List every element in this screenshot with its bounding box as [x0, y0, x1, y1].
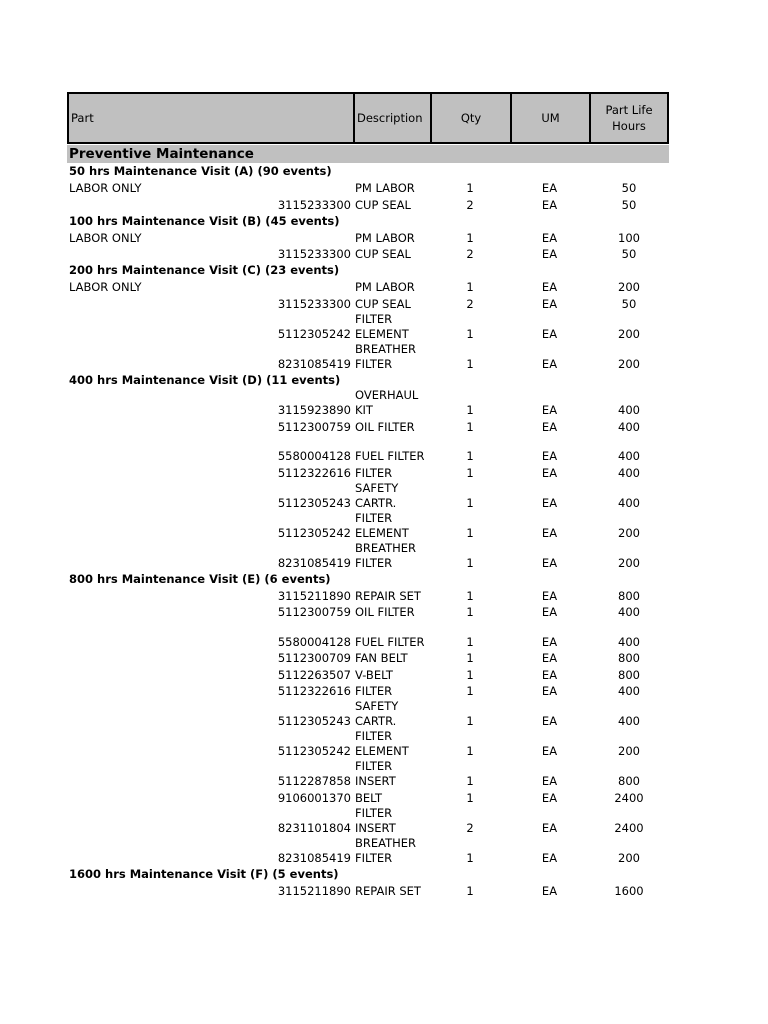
part-number: 5112300709: [277, 651, 351, 665]
part-description: [353, 699, 430, 729]
part-number: LABOR ONLY: [69, 230, 142, 245]
quantity: 1: [466, 744, 474, 758]
part-life-hours: 50: [621, 181, 637, 195]
part-description: [353, 181, 430, 196]
unit-of-measure: EA: [541, 525, 558, 540]
quantity: 1: [466, 850, 474, 865]
table-row: [67, 836, 669, 866]
table-row: [67, 418, 669, 435]
description-line: ELEMENT: [355, 326, 409, 341]
part-description: [353, 280, 430, 295]
table-row: [67, 620, 669, 650]
part-life-hours: 200: [618, 744, 640, 758]
table-row: [67, 587, 669, 604]
description-line: REPAIR SET: [355, 588, 421, 603]
header-part: Part: [69, 94, 355, 142]
unit-of-measure: EA: [541, 465, 558, 480]
header-description: Description: [355, 94, 432, 142]
part-number: 3115923890: [277, 403, 351, 417]
part-life-hours: 200: [618, 280, 640, 294]
visit-title: 100 hrs Maintenance Visit (B) (45 events): [69, 213, 340, 228]
table-row: [67, 246, 669, 263]
table-row: [67, 666, 669, 683]
description-line: FILTER: [355, 850, 393, 865]
header-um: UM: [512, 94, 591, 142]
part-number: 5580004128: [277, 449, 351, 463]
part-life-hours: 400: [618, 495, 640, 510]
part-life-hours: 400: [618, 605, 640, 619]
description-line: CARTR.: [355, 714, 397, 728]
part-number: 5112305242: [277, 525, 351, 540]
part-number: 9106001370: [277, 790, 351, 805]
quantity: 1: [466, 774, 474, 788]
unit-of-measure: EA: [541, 356, 558, 371]
quantity: 1: [466, 684, 474, 698]
table-header: [67, 92, 669, 144]
table-row: [67, 388, 669, 418]
unit-of-measure: EA: [541, 495, 558, 510]
part-life-hours: 400: [618, 403, 640, 417]
unit-of-measure: EA: [541, 296, 558, 311]
part-description: [353, 684, 430, 699]
header-qty: Qty: [432, 94, 512, 142]
part-number: 5112322616: [277, 465, 351, 480]
description-line: PM LABOR: [355, 181, 415, 195]
quantity: 2: [466, 296, 474, 311]
part-description: [353, 541, 430, 571]
part-life-hours: 2400: [614, 790, 644, 805]
unit-of-measure: EA: [541, 634, 558, 649]
quantity: 2: [466, 820, 474, 835]
maintenance-parts-table: [67, 92, 669, 899]
description-line: V-BELT: [355, 667, 393, 682]
description-line: KIT: [355, 403, 373, 417]
part-description: [353, 247, 430, 262]
description-line: FUEL FILTER: [355, 634, 425, 649]
part-description: [353, 231, 430, 246]
table-row: [67, 229, 669, 246]
description-line: FILTER: [355, 805, 393, 820]
description-line: CUP SEAL: [355, 247, 411, 261]
part-number: 3115211890: [277, 588, 351, 603]
quantity: 2: [466, 247, 474, 261]
quantity: 1: [466, 555, 474, 570]
unit-of-measure: EA: [541, 449, 558, 463]
part-description: [353, 884, 430, 899]
visit-title: 1600 hrs Maintenance Visit (F) (5 events): [69, 866, 339, 881]
part-description: [353, 589, 430, 604]
quantity: 1: [466, 634, 474, 649]
table-row: [67, 295, 669, 312]
description-line: OIL FILTER: [355, 605, 415, 619]
part-number: 5112322616: [277, 684, 351, 698]
unit-of-measure: EA: [541, 247, 558, 261]
part-number: LABOR ONLY: [69, 280, 142, 294]
part-life-hours: 1600: [614, 883, 644, 898]
description-line: CUP SEAL: [355, 197, 411, 212]
part-life-hours: 400: [618, 419, 640, 434]
part-life-hours: 100: [618, 230, 640, 245]
part-number: 8231085419: [277, 356, 351, 371]
part-life-hours: 400: [618, 714, 640, 728]
description-line: SAFETY: [355, 480, 399, 495]
quantity: 1: [466, 790, 474, 805]
unit-of-measure: EA: [541, 555, 558, 570]
part-description: [353, 635, 430, 650]
part-life-hours: 400: [618, 634, 640, 649]
table-row: [67, 464, 669, 481]
unit-of-measure: EA: [541, 181, 558, 195]
section-title: Preventive Maintenance: [67, 145, 669, 163]
description-line: FILTER: [355, 510, 393, 525]
table-row: [67, 650, 669, 667]
visits-container: [67, 163, 669, 899]
unit-of-measure: EA: [541, 651, 558, 665]
part-description: [353, 466, 430, 481]
unit-of-measure: EA: [541, 588, 558, 603]
quantity: 1: [466, 419, 474, 434]
description-line: BREATHER: [355, 835, 417, 850]
table-row: [67, 481, 669, 511]
unit-of-measure: EA: [541, 280, 558, 294]
part-number: 3115211890: [277, 883, 351, 898]
table-row: [67, 342, 669, 372]
part-description: [353, 605, 430, 620]
unit-of-measure: EA: [541, 684, 558, 698]
part-description: [353, 342, 430, 372]
description-line: CARTR.: [355, 495, 397, 510]
part-description: [353, 297, 430, 312]
unit-of-measure: EA: [541, 667, 558, 682]
unit-of-measure: EA: [541, 714, 558, 728]
part-description: [353, 806, 430, 836]
description-line: FILTER: [355, 356, 393, 371]
description-line: PM LABOR: [355, 230, 415, 245]
unit-of-measure: EA: [541, 326, 558, 341]
quantity: 1: [466, 326, 474, 341]
unit-of-measure: EA: [541, 790, 558, 805]
part-life-hours: 200: [618, 555, 640, 570]
unit-of-measure: EA: [541, 883, 558, 898]
part-life-hours: 800: [618, 667, 640, 682]
part-life-hours: 800: [618, 588, 640, 603]
description-line: OIL FILTER: [355, 419, 415, 434]
part-description: [353, 729, 430, 759]
description-line: FILTER: [355, 311, 393, 326]
part-life-hours: 200: [618, 356, 640, 371]
table-row: [67, 279, 669, 296]
table-row: [67, 604, 669, 621]
part-description: [353, 388, 430, 418]
description-line: FILTER: [355, 465, 393, 480]
part-description: [353, 481, 430, 511]
part-number: 3115233300: [277, 197, 351, 212]
table-row: [67, 683, 669, 700]
part-number: 8231085419: [277, 555, 351, 570]
description-line: ELEMENT: [355, 525, 409, 540]
part-number: LABOR ONLY: [69, 181, 142, 195]
part-description: [353, 668, 430, 683]
quantity: 1: [466, 230, 474, 245]
part-description: [353, 759, 430, 789]
unit-of-measure: EA: [541, 230, 558, 245]
description-line: BREATHER: [355, 540, 417, 555]
part-life-hours: 200: [618, 326, 640, 341]
part-description: [353, 651, 430, 666]
quantity: 1: [466, 714, 474, 728]
description-line: INSERT: [355, 820, 396, 835]
description-line: OVERHAUL: [355, 388, 419, 402]
unit-of-measure: EA: [541, 774, 558, 788]
part-life-hours: 50: [621, 296, 637, 311]
description-line: FILTER: [355, 555, 393, 570]
description-line: FUEL FILTER: [355, 449, 425, 463]
part-description: [353, 420, 430, 435]
description-line: PM LABOR: [355, 280, 415, 294]
description-line: BREATHER: [355, 341, 417, 356]
description-line: SAFETY: [355, 699, 399, 713]
part-description: [353, 511, 430, 541]
quantity: 1: [466, 605, 474, 619]
part-number: 8231101804: [277, 820, 351, 835]
header-life-line1: Part Life: [605, 103, 653, 117]
part-number: 3115233300: [277, 247, 351, 261]
part-life-hours: 800: [618, 774, 640, 788]
part-number: 5112305243: [277, 495, 351, 510]
description-line: REPAIR SET: [355, 883, 421, 898]
quantity: 1: [466, 181, 474, 195]
unit-of-measure: EA: [541, 744, 558, 758]
part-life-hours: 800: [618, 651, 640, 665]
part-description: [353, 791, 430, 806]
table-row: [67, 729, 669, 759]
part-number: 5580004128: [277, 634, 351, 649]
quantity: 1: [466, 356, 474, 371]
table-row: [67, 196, 669, 213]
part-life-hours: 50: [621, 197, 637, 212]
unit-of-measure: EA: [541, 197, 558, 212]
unit-of-measure: EA: [541, 850, 558, 865]
description-line: FILTER: [355, 684, 393, 698]
table-row: [67, 435, 669, 465]
part-number: 3115233300: [277, 296, 351, 311]
table-row: [67, 789, 669, 806]
part-description: [353, 449, 430, 464]
part-number: 5112300759: [277, 605, 351, 619]
part-number: 8231085419: [277, 850, 351, 865]
unit-of-measure: EA: [541, 419, 558, 434]
table-row: [67, 806, 669, 836]
part-number: 5112300759: [277, 419, 351, 434]
description-line: FILTER: [355, 729, 393, 743]
quantity: 1: [466, 883, 474, 898]
quantity: 1: [466, 403, 474, 417]
description-line: BELT: [355, 790, 383, 805]
part-life-hours: 400: [618, 465, 640, 480]
part-description: [353, 198, 430, 213]
description-line: FILTER: [355, 759, 393, 773]
quantity: 1: [466, 588, 474, 603]
part-life-hours: 400: [618, 684, 640, 698]
header-part-life-hours: [591, 94, 667, 142]
quantity: 1: [466, 280, 474, 294]
table-row: [67, 699, 669, 729]
part-description: [353, 836, 430, 866]
quantity: 1: [466, 525, 474, 540]
quantity: 1: [466, 465, 474, 480]
part-life-hours: 200: [618, 850, 640, 865]
part-life-hours: 200: [618, 525, 640, 540]
visit-title: 400 hrs Maintenance Visit (D) (11 events): [69, 372, 341, 387]
part-number: 5112287858: [277, 774, 351, 788]
description-line: INSERT: [355, 774, 396, 788]
header-life-line2: Hours: [612, 119, 646, 133]
quantity: 1: [466, 449, 474, 463]
table-row: [67, 759, 669, 789]
part-number: 5112263507: [277, 667, 351, 682]
part-number: 5112305242: [277, 326, 351, 341]
unit-of-measure: EA: [541, 820, 558, 835]
description-line: FAN BELT: [355, 651, 408, 665]
table-row: [67, 312, 669, 342]
part-number: 5112305242: [277, 744, 351, 758]
part-life-hours: 2400: [614, 820, 644, 835]
quantity: 2: [466, 197, 474, 212]
visit-title: 50 hrs Maintenance Visit (A) (90 events): [69, 164, 332, 178]
part-number: 5112305243: [277, 714, 351, 728]
part-life-hours: 400: [618, 449, 640, 463]
table-row: [67, 882, 669, 899]
part-description: [353, 312, 430, 342]
visit-title: 800 hrs Maintenance Visit (E) (6 events): [69, 571, 331, 586]
table-row: [67, 511, 669, 541]
table-row: [67, 180, 669, 197]
quantity: 1: [466, 651, 474, 665]
unit-of-measure: EA: [541, 403, 558, 417]
description-line: ELEMENT: [355, 744, 409, 758]
visit-title: 200 hrs Maintenance Visit (C) (23 events): [69, 263, 340, 277]
quantity: 1: [466, 667, 474, 682]
unit-of-measure: EA: [541, 605, 558, 619]
table-row: [67, 541, 669, 571]
part-life-hours: 50: [621, 247, 637, 261]
quantity: 1: [466, 495, 474, 510]
description-line: CUP SEAL: [355, 296, 411, 311]
